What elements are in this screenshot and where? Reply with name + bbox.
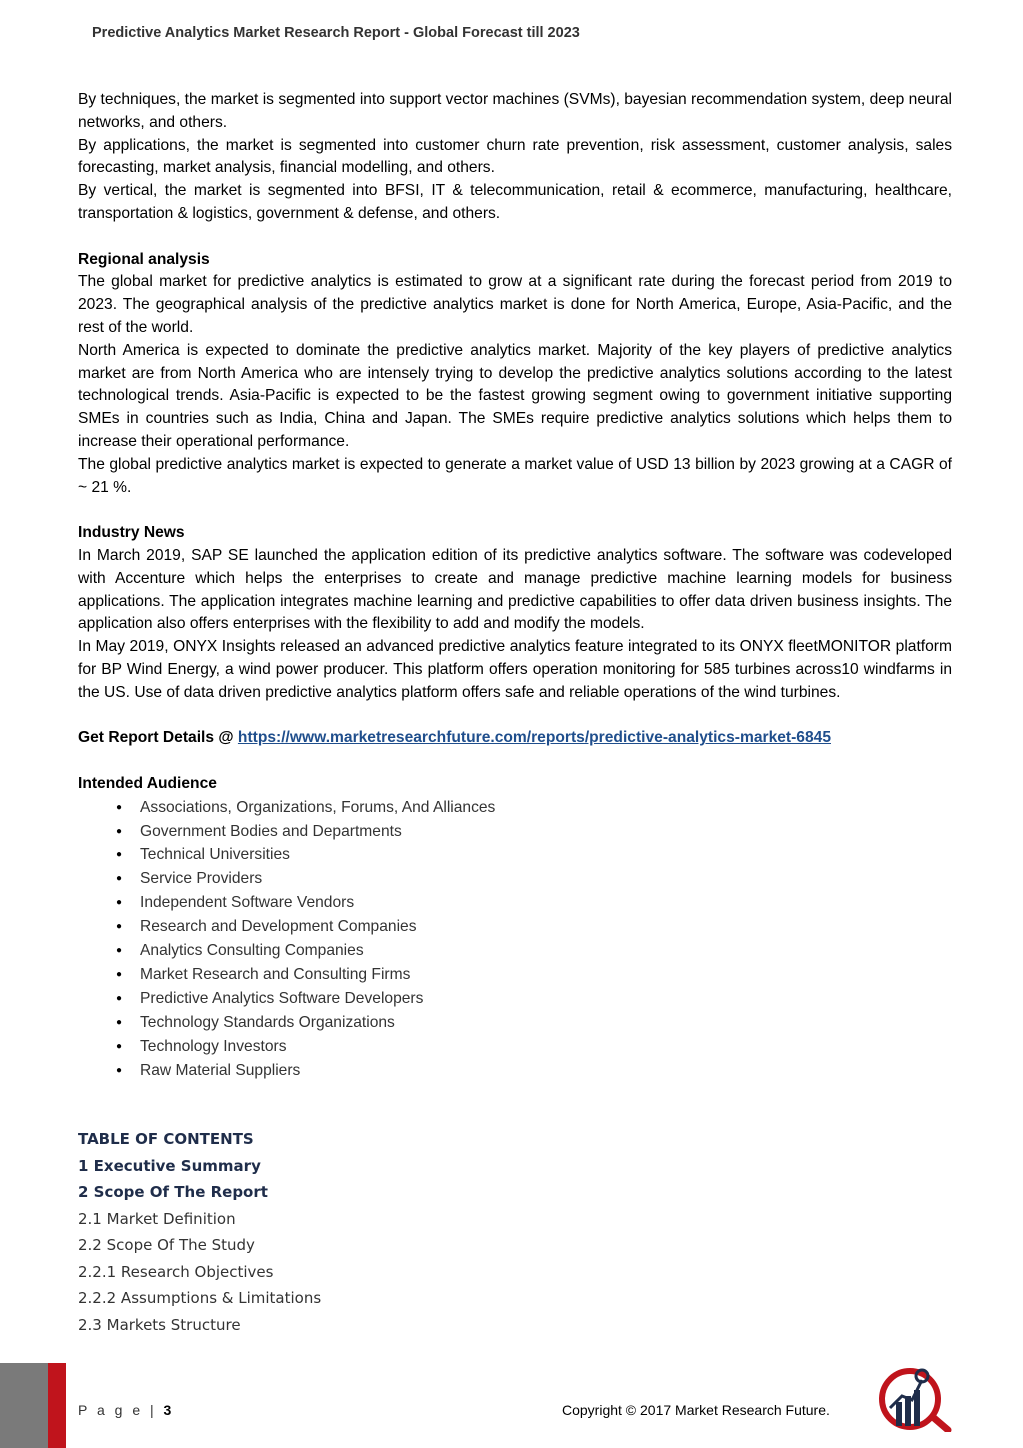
list-item: ● Independent Software Vendors	[78, 891, 952, 915]
footer-red-bar	[48, 1363, 66, 1448]
bullet-icon: ●	[116, 825, 123, 837]
toc-item: 2.2.1 Research Objectives	[78, 1262, 274, 1281]
report-details-label: Get Report Details @	[78, 729, 238, 747]
page-number-label: P a g e | 3	[78, 1402, 172, 1418]
bullet-icon: ●	[116, 921, 123, 933]
bullet-icon: ●	[116, 1040, 123, 1052]
regional-paragraph-3: The global predictive analytics market is expected to generate a market value of USD 13 billion by 2023 growing at a CAGR of ~ 21 %.	[78, 455, 952, 496]
list-item: ● Analytics Consulting Companies	[78, 939, 952, 963]
bullet-icon: ●	[116, 801, 123, 813]
toc-item: 1 Executive Summary	[78, 1156, 261, 1175]
toc-item: 2.2.2 Assumptions & Limitations	[78, 1289, 322, 1307]
page-header-title: Predictive Analytics Market Research Report - Global Forecast till 2023	[92, 25, 580, 41]
toc-item: 2 Scope Of The Report	[78, 1183, 268, 1201]
news-heading: Industry News	[78, 524, 185, 542]
list-item: ● Raw Material Suppliers	[78, 1059, 952, 1083]
bullet-icon: ●	[116, 968, 123, 980]
bullet-icon: ●	[116, 1064, 123, 1076]
regional-paragraph-1: The global market for predictive analytics is estimated to grow at a significant rate during the forecast period from 2019 to 2023. The geographical analysis of the predictive analytics market is done for North America, Europe, Asia-Pacific, and the rest of the world.	[78, 273, 952, 336]
audience-heading: Intended Audience	[78, 774, 217, 792]
bullet-icon: ●	[116, 873, 123, 885]
regional-heading: Regional analysis	[78, 250, 210, 268]
bullet-icon: ●	[116, 849, 123, 861]
table-of-contents	[78, 1126, 321, 1338]
toc-item: 2.1 Market Definition	[78, 1209, 236, 1228]
market-research-future-logo-icon	[876, 1366, 952, 1432]
report-details-line	[78, 727, 952, 750]
intro-techniques: By techniques, the market is segmented into support vector machines (SVMs), bayesian recommendation system, deep neural networks, and others.	[78, 91, 952, 131]
page-number: 3	[163, 1402, 172, 1418]
list-item: ● Predictive Analytics Software Developers	[78, 987, 952, 1011]
list-item: ● Technology Investors	[78, 1035, 952, 1059]
report-details-link[interactable]: https://www.marketresearchfuture.com/reports/predictive-analytics-market-6845	[237, 729, 831, 747]
intro-applications: By applications, the market is segmented into customer churn rate prevention, risk assessment, customer analysis, sales forecasting, market analysis, financial modelling, and others.	[78, 136, 952, 177]
news-paragraph-2: In May 2019, ONYX Insights released an advanced predictive analytics feature integrated to its ONYX fleetMONITOR platform for BP Wind Energy, a wind power producer. This platform offers operation monitoring for 585 turbines across10 windfarms in the US. Use of data driven predictive analytics platform offers safe and reliable operations of the wind turbines.	[78, 638, 952, 701]
list-item: ● Technology Standards Organizations	[78, 1011, 952, 1035]
list-item: ● Market Research and Consulting Firms	[78, 963, 952, 987]
bullet-icon: ●	[116, 897, 123, 909]
document-body	[78, 89, 952, 1082]
intro-vertical: By vertical, the market is segmented into BFSI, IT & telecommunication, retail & ecommerce, manufacturing, healthcare, transportation & logistics, government & defense, and others.	[78, 182, 952, 222]
regional-paragraph-2: North America is expected to dominate the predictive analytics market. Majority of the key players of predictive analytics market are from North America who are intensely trying to develop the predictive analytics solutions according to the latest technological trends. Asia-Pacific is expected to be the fastest growing segment owing to government initiative supporting SMEs in countries such as India, China and Japan. The SMEs require predictive analytics solutions which helps them to increase their operational performance.	[78, 341, 952, 450]
bullet-icon: ●	[116, 945, 123, 957]
toc-item: 2.3 Markets Structure	[78, 1315, 241, 1334]
list-item: ● Government Bodies and Departments	[78, 820, 952, 844]
audience-list	[78, 796, 952, 1083]
list-item: ● Service Providers	[78, 867, 952, 891]
list-item: ● Research and Development Companies	[78, 915, 952, 939]
list-item: ● Technical Universities	[78, 843, 952, 867]
list-item: ● Associations, Organizations, Forums, And Alliances	[78, 796, 952, 820]
news-paragraph-1: In March 2019, SAP SE launched the application edition of its predictive analytics software. The software was codeveloped with Accenture which helps the enterprises to create and manage predictive machine learning models for business applications. The application integrates machine learning and predictive capabilities to offer data driven business insights. The application also offers enterprises with the flexibility to add and modify the models.	[78, 546, 952, 633]
bullet-icon: ●	[116, 992, 123, 1004]
toc-title: TABLE OF CONTENTS	[78, 1130, 254, 1148]
copyright-text: Copyright © 2017 Market Research Future.	[562, 1402, 830, 1418]
toc-item: 2.2 Scope Of The Study	[78, 1236, 255, 1254]
bullet-icon: ●	[116, 1016, 123, 1028]
